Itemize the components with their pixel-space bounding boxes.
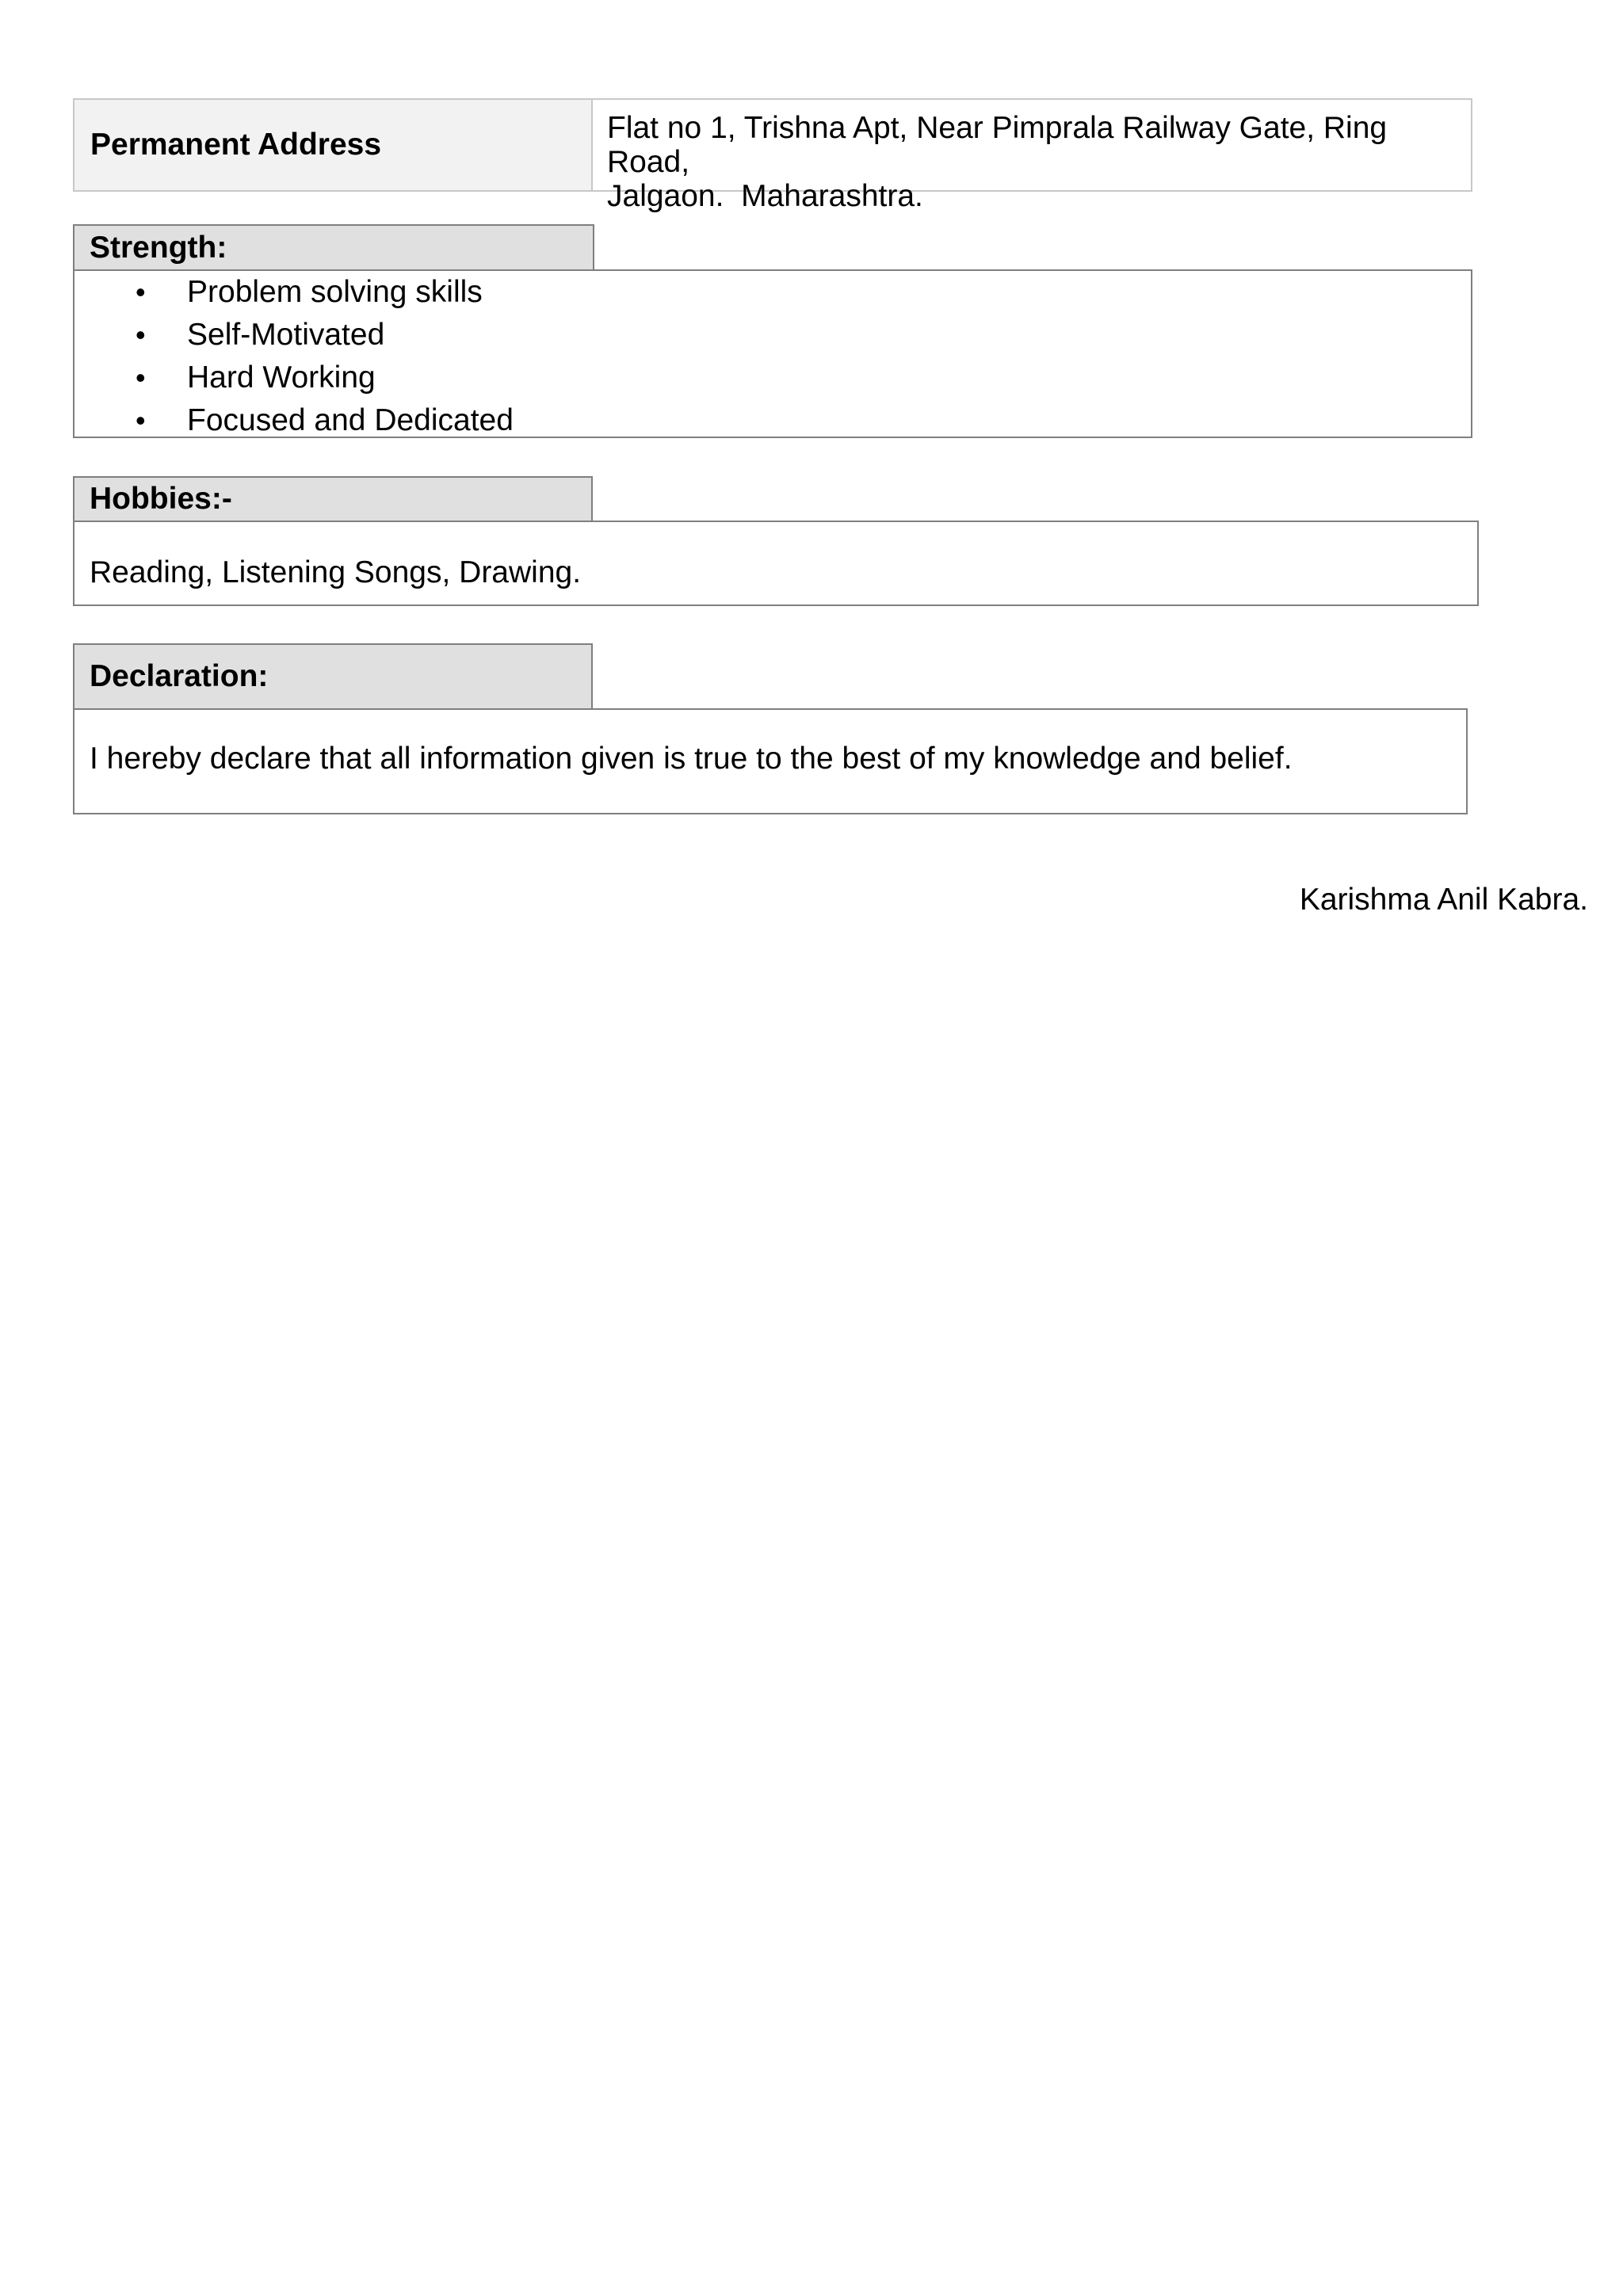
strength-heading: Strength: — [73, 224, 594, 271]
signature-name: Karishma Anil Kabra. — [1299, 883, 1588, 917]
bullet-icon: • — [136, 318, 146, 351]
hobbies-heading: Hobbies:- — [73, 476, 593, 522]
bullet-icon: • — [136, 361, 146, 394]
permanent-address-table — [73, 98, 1472, 213]
strength-item-text: Self-Motivated — [187, 318, 385, 352]
hobbies-section — [73, 521, 1479, 606]
strength-list-item — [74, 357, 1471, 399]
declaration-section — [73, 708, 1468, 814]
hobbies-text: Reading, Listening Songs, Drawing. — [90, 555, 582, 589]
strength-item-text: Problem solving skills — [187, 275, 483, 309]
declaration-text: I hereby declare that all information given is true to the best of my knowledge and belief. — [90, 742, 1293, 776]
address-line-1: Flat no 1, Trishna Apt, Near Pimprala Railway Gate, Ring Road, — [607, 111, 1388, 179]
strength-list-item — [74, 314, 1471, 357]
address-line-2: Jalgaon. Maharashtra. — [607, 179, 923, 213]
bullet-icon: • — [136, 276, 146, 308]
permanent-address-label: Permanent Address — [74, 100, 593, 190]
strength-list-item — [74, 271, 1471, 314]
strength-item-text: Focused and Dedicated — [187, 403, 514, 437]
bullet-icon: • — [136, 404, 146, 437]
strength-item-text: Hard Working — [187, 360, 376, 395]
strength-section — [73, 269, 1472, 438]
declaration-heading: Declaration: — [73, 643, 593, 710]
strength-list-item — [74, 399, 1471, 442]
permanent-address-value — [593, 100, 1471, 213]
strength-list — [74, 271, 1471, 442]
